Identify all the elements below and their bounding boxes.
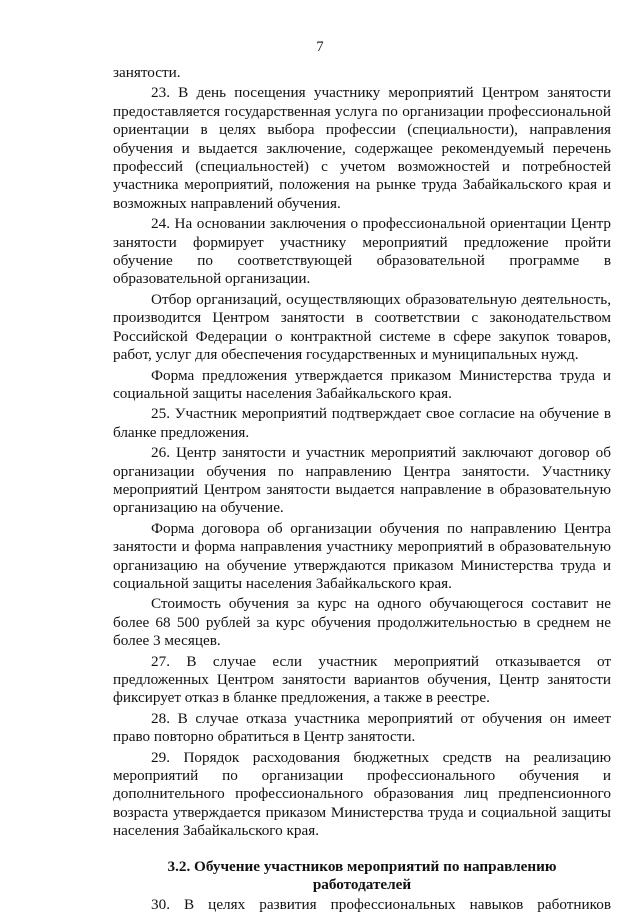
section-heading-line-2: работодателей [312,876,412,894]
paragraph-25: 25. Участник мероприятий подтверждает свое согласие на обучение в бланке предложения. [113,405,611,441]
paragraph-selection: Отбор организаций, осуществляющих образовательную деятельность, производится Центром занятости в соответствии с законодательством Российской Федерации о контрактной системе в сфере закупок товаров, работ, услуг для обеспечения государственных и муниципальных нужд. [113,290,611,364]
paragraph-cost: Стоимость обучения за курс на одного обучающегося составит не более 68 500 рублей за курс обучения продолжительностью в среднем не более 3 месяцев. [113,595,611,650]
paragraph-26: 26. Центр занятости и участник мероприятий заключают договор об организации обучения по направлению Центра занятости. Участнику мероприятий Центром занятости выдается направление в образовательную организацию на обучение. [113,444,611,517]
document-body [113,64,611,917]
paragraph-23: 23. В день посещения участнику мероприятий Центром занятости предоставляется государственная услуга по организации профессиональной ориентации в целях выбора профессии (специальности), направления обучения и выдается заключение, содержащее рекомендуемый перечень профессий (специальностей) с учетом возможностей и потребностей участника мероприятий, положения на рынке труда Забайкальского края и возможных направлений обучения. [113,84,611,212]
section-heading-line-1: 3.2. Обучение участников мероприятий по направлению [167,857,557,875]
paragraph-contract-form: Форма договора об организации обучения по направлению Центра занятости и форма направления участнику мероприятий в образовательную организацию на обучение утверждаются приказом Министерства труда и социальной защиты населения Забайкальского края. [113,519,611,592]
paragraph-30: 30. В целях развития профессиональных навыков работников [151,896,611,914]
paragraph-29: 29. Порядок расходования бюджетных средств на реализацию мероприятий по организации профессионального обучения и дополнительного профессионального образования лиц предпенсионного возраста утверждается приказом Министерства труда и социальной защиты населения Забайкальского края. [113,748,611,840]
paragraph-27: 27. В случае если участник мероприятий отказывается от предложенных Центром занятости вариантов обучения, Центр занятости фиксирует отказ в бланке предложения, а также в реестре. [113,652,611,707]
paragraph-28: 28. В случае отказа участника мероприятий от обучения он имеет право повторно обратиться в Центр занятости. [113,709,611,746]
paragraph-offer-form: Форма предложения утверждается приказом Министерства труда и социальной защиты населения Забайкальского края. [113,366,611,402]
page-number: 7 [316,39,324,55]
paragraph-continuation: занятости. [113,64,181,81]
paragraph-24: 24. На основании заключения о профессиональной ориентации Центр занятости формирует участнику мероприятий предложение пройти обучение по соответствующей образовательной программе в образовательной организации. [113,215,611,288]
section-heading [113,858,611,895]
